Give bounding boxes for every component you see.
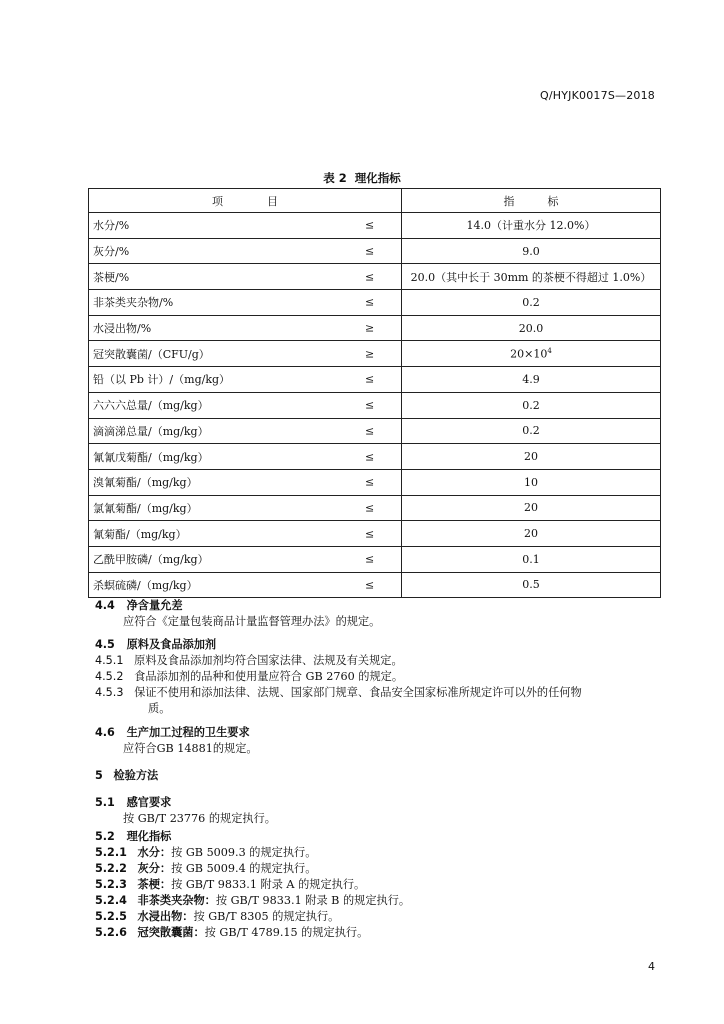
row-item-cell: [89, 315, 402, 341]
row-value-cell: [402, 213, 661, 239]
method-number: 5.2.4: [95, 894, 127, 907]
row-item-cell: [89, 546, 402, 572]
table-row: [89, 546, 661, 572]
table-row: [89, 367, 661, 393]
section-5-2: [95, 829, 410, 941]
standard-code: Q/HYJK0017S—2018: [540, 89, 655, 102]
row-value: 0.5: [522, 578, 540, 592]
row-item-cell: [89, 521, 402, 547]
row-item-name: 乙酰甲胺磷/（mg/kg）: [93, 553, 209, 567]
row-operator: ≤: [365, 295, 375, 309]
table-row: [89, 572, 661, 598]
method-number: 5.2.2: [95, 862, 127, 875]
section-4-6: [95, 725, 258, 757]
method-label: 水浸出物：: [137, 910, 194, 923]
page-number: 4: [648, 960, 655, 973]
section-number: 5.1: [95, 796, 115, 809]
row-item-name: 滴滴涕总量/（mg/kg）: [93, 424, 209, 438]
section-title: 原料及食品添加剂: [126, 638, 217, 651]
table-row: [89, 444, 661, 470]
method-label: 茶梗：: [137, 878, 172, 891]
row-operator: ≤: [365, 578, 375, 592]
table-row: [89, 264, 661, 290]
row-item-cell: [89, 495, 402, 521]
table-row: [89, 392, 661, 418]
method-number: 5.2.5: [95, 910, 127, 923]
clause-text: 保证不使用和添加法律、法规、国家部门规章、食品安全国家标准所规定许可以外的任何物: [134, 686, 582, 699]
row-value-exponent: 4: [547, 346, 552, 355]
section-4-5: [95, 637, 665, 717]
row-value-cell: [402, 572, 661, 598]
row-value: 20.0（其中长于 30mm 的茶梗不得超过 1.0%）: [410, 270, 652, 284]
row-value-cell: [402, 238, 661, 264]
row-operator: ≤: [365, 424, 375, 438]
section-5: [95, 768, 158, 784]
section-5-1: [95, 795, 276, 827]
section-number: 4.6: [95, 726, 115, 739]
section-number: 4.5: [95, 638, 115, 651]
header-index: 指 标: [402, 189, 661, 213]
row-value-cell: [402, 290, 661, 316]
method-item: [95, 925, 410, 941]
row-value: 20: [524, 527, 538, 541]
section-title: 生产加工过程的卫生要求: [126, 726, 250, 739]
row-item-cell: [89, 392, 402, 418]
section-title: 理化指标: [126, 830, 172, 843]
row-operator: ≤: [365, 527, 375, 541]
row-value-cell: [402, 546, 661, 572]
section-number: 5.2: [95, 830, 115, 843]
method-text: 按 GB/T 9833.1 附录 B 的规定执行。: [215, 894, 411, 907]
clause-number: 4.5.2: [95, 670, 124, 683]
row-item-name: 非茶类夹杂物/%: [93, 296, 174, 310]
row-value: 0.1: [522, 552, 540, 566]
table-row: [89, 213, 661, 239]
row-value: 0.2: [522, 295, 540, 309]
row-item-cell: [89, 367, 402, 393]
row-value-cell: [402, 315, 661, 341]
table-row: [89, 521, 661, 547]
row-operator: ≤: [365, 552, 375, 566]
clause-text: 食品添加剂的品种和使用量应符合 GB 2760 的规定。: [134, 670, 404, 683]
row-operator: ≤: [365, 218, 375, 232]
table-header-row: [89, 189, 661, 213]
method-item: [95, 861, 410, 877]
row-value-cell: [402, 341, 661, 367]
row-value-cell: [402, 521, 661, 547]
row-value-cell: [402, 444, 661, 470]
row-item-cell: [89, 213, 402, 239]
row-value-cell: [402, 264, 661, 290]
row-value-cell: [402, 367, 661, 393]
row-item-cell: [89, 572, 402, 598]
row-operator: ≥: [365, 321, 375, 335]
row-value: 0.2: [522, 398, 540, 412]
row-operator: ≤: [365, 244, 375, 258]
method-text: 按 GB/T 4789.15 的规定执行。: [204, 926, 369, 939]
method-text: 按 GB/T 8305 的规定执行。: [193, 910, 340, 923]
row-item-cell: [89, 290, 402, 316]
method-text: 按 GB 5009.4 的规定执行。: [171, 862, 317, 875]
section-title: 净含量允差: [126, 599, 183, 612]
row-value: 20: [524, 450, 538, 464]
row-value-cell: [402, 392, 661, 418]
clause-continuation: 质。: [148, 702, 171, 715]
table-row: [89, 418, 661, 444]
row-item-name: 茶梗/%: [93, 270, 130, 284]
method-text: 按 GB 5009.3 的规定执行。: [171, 846, 317, 859]
row-item-name: 水分/%: [93, 219, 130, 233]
header-item: 项 目: [89, 189, 402, 213]
row-value: 0.2: [522, 424, 540, 438]
method-label: 灰分：: [137, 862, 172, 875]
row-item-name: 灰分/%: [93, 245, 130, 259]
row-value: 14.0（计重水分 12.0%）: [466, 219, 596, 233]
method-label: 冠突散囊菌：: [137, 926, 205, 939]
row-item-name: 氰菊酯/（mg/kg）: [93, 527, 187, 541]
method-item: [95, 909, 410, 925]
physicochemical-table: [88, 188, 661, 598]
row-value: 20: [524, 501, 538, 515]
table-row: [89, 238, 661, 264]
row-item-name: 冠突散囊菌/（CFU/g）: [93, 347, 210, 361]
chapter-number: 5: [95, 769, 103, 782]
method-text: 按 GB/T 9833.1 附录 A 的规定执行。: [171, 878, 366, 891]
row-operator: ≤: [365, 372, 375, 386]
row-item-cell: [89, 341, 402, 367]
method-number: 5.2.6: [95, 926, 127, 939]
table-row: [89, 495, 661, 521]
row-value-cell: [402, 418, 661, 444]
table-body: [89, 213, 661, 598]
method-item: [95, 893, 410, 909]
section-body: 应符合《定量包装商品计量监督管理办法》的规定。: [123, 615, 381, 628]
row-value: 4.9: [522, 372, 540, 386]
clause: [95, 685, 665, 701]
row-operator: ≤: [365, 475, 375, 489]
method-number: 5.2.3: [95, 878, 127, 891]
row-operator: ≤: [365, 501, 375, 515]
row-item-name: 铅（以 Pb 计）/（mg/kg）: [93, 373, 231, 387]
row-item-cell: [89, 238, 402, 264]
table-row: [89, 290, 661, 316]
table-row: [89, 315, 661, 341]
row-item-name: 氯氰菊酯/（mg/kg）: [93, 501, 198, 515]
section-4-4: [95, 598, 380, 630]
row-operator: ≤: [365, 398, 375, 412]
row-value-cell: [402, 469, 661, 495]
row-item-cell: [89, 469, 402, 495]
method-item: [95, 845, 410, 861]
row-item-name: 水浸出物/%: [93, 322, 152, 336]
row-value: 20.0: [518, 321, 544, 335]
clause: [95, 669, 665, 685]
method-label: 水分：: [137, 846, 172, 859]
method-number: 5.2.1: [95, 846, 127, 859]
row-item-cell: [89, 418, 402, 444]
section-number: 4.4: [95, 599, 115, 612]
table-caption-title: 理化指标: [354, 171, 401, 185]
table-caption: [0, 170, 724, 186]
clause: [95, 653, 665, 669]
row-item-name: 六六六总量/（mg/kg）: [93, 399, 209, 413]
chapter-title: 检验方法: [113, 769, 159, 782]
section-body: 应符合GB 14881的规定。: [123, 742, 258, 755]
table-caption-number: 表 2: [323, 171, 347, 185]
clause-number: 4.5.1: [95, 654, 124, 667]
table-row: [89, 341, 661, 367]
section-title: 感官要求: [126, 796, 172, 809]
row-value-cell: [402, 495, 661, 521]
method-item: [95, 877, 410, 893]
row-value: 20×10: [510, 347, 548, 361]
row-item-cell: [89, 264, 402, 290]
method-label: 非茶类夹杂物：: [137, 894, 216, 907]
row-item-name: 氰氰戊菊酯/（mg/kg）: [93, 450, 209, 464]
row-value: 9.0: [522, 244, 540, 258]
row-item-name: 溴氰菊酯/（mg/kg）: [93, 476, 198, 490]
clause-number: 4.5.3: [95, 686, 124, 699]
row-operator: ≥: [365, 347, 375, 361]
row-operator: ≤: [365, 270, 375, 284]
row-item-cell: [89, 444, 402, 470]
row-item-name: 杀螟硫磷/（mg/kg）: [93, 578, 198, 592]
table-row: [89, 469, 661, 495]
section-body: 按 GB/T 23776 的规定执行。: [123, 812, 276, 825]
row-value: 10: [524, 475, 538, 489]
clause-text: 原料及食品添加剂均符合国家法律、法规及有关规定。: [134, 654, 403, 667]
row-operator: ≤: [365, 450, 375, 464]
